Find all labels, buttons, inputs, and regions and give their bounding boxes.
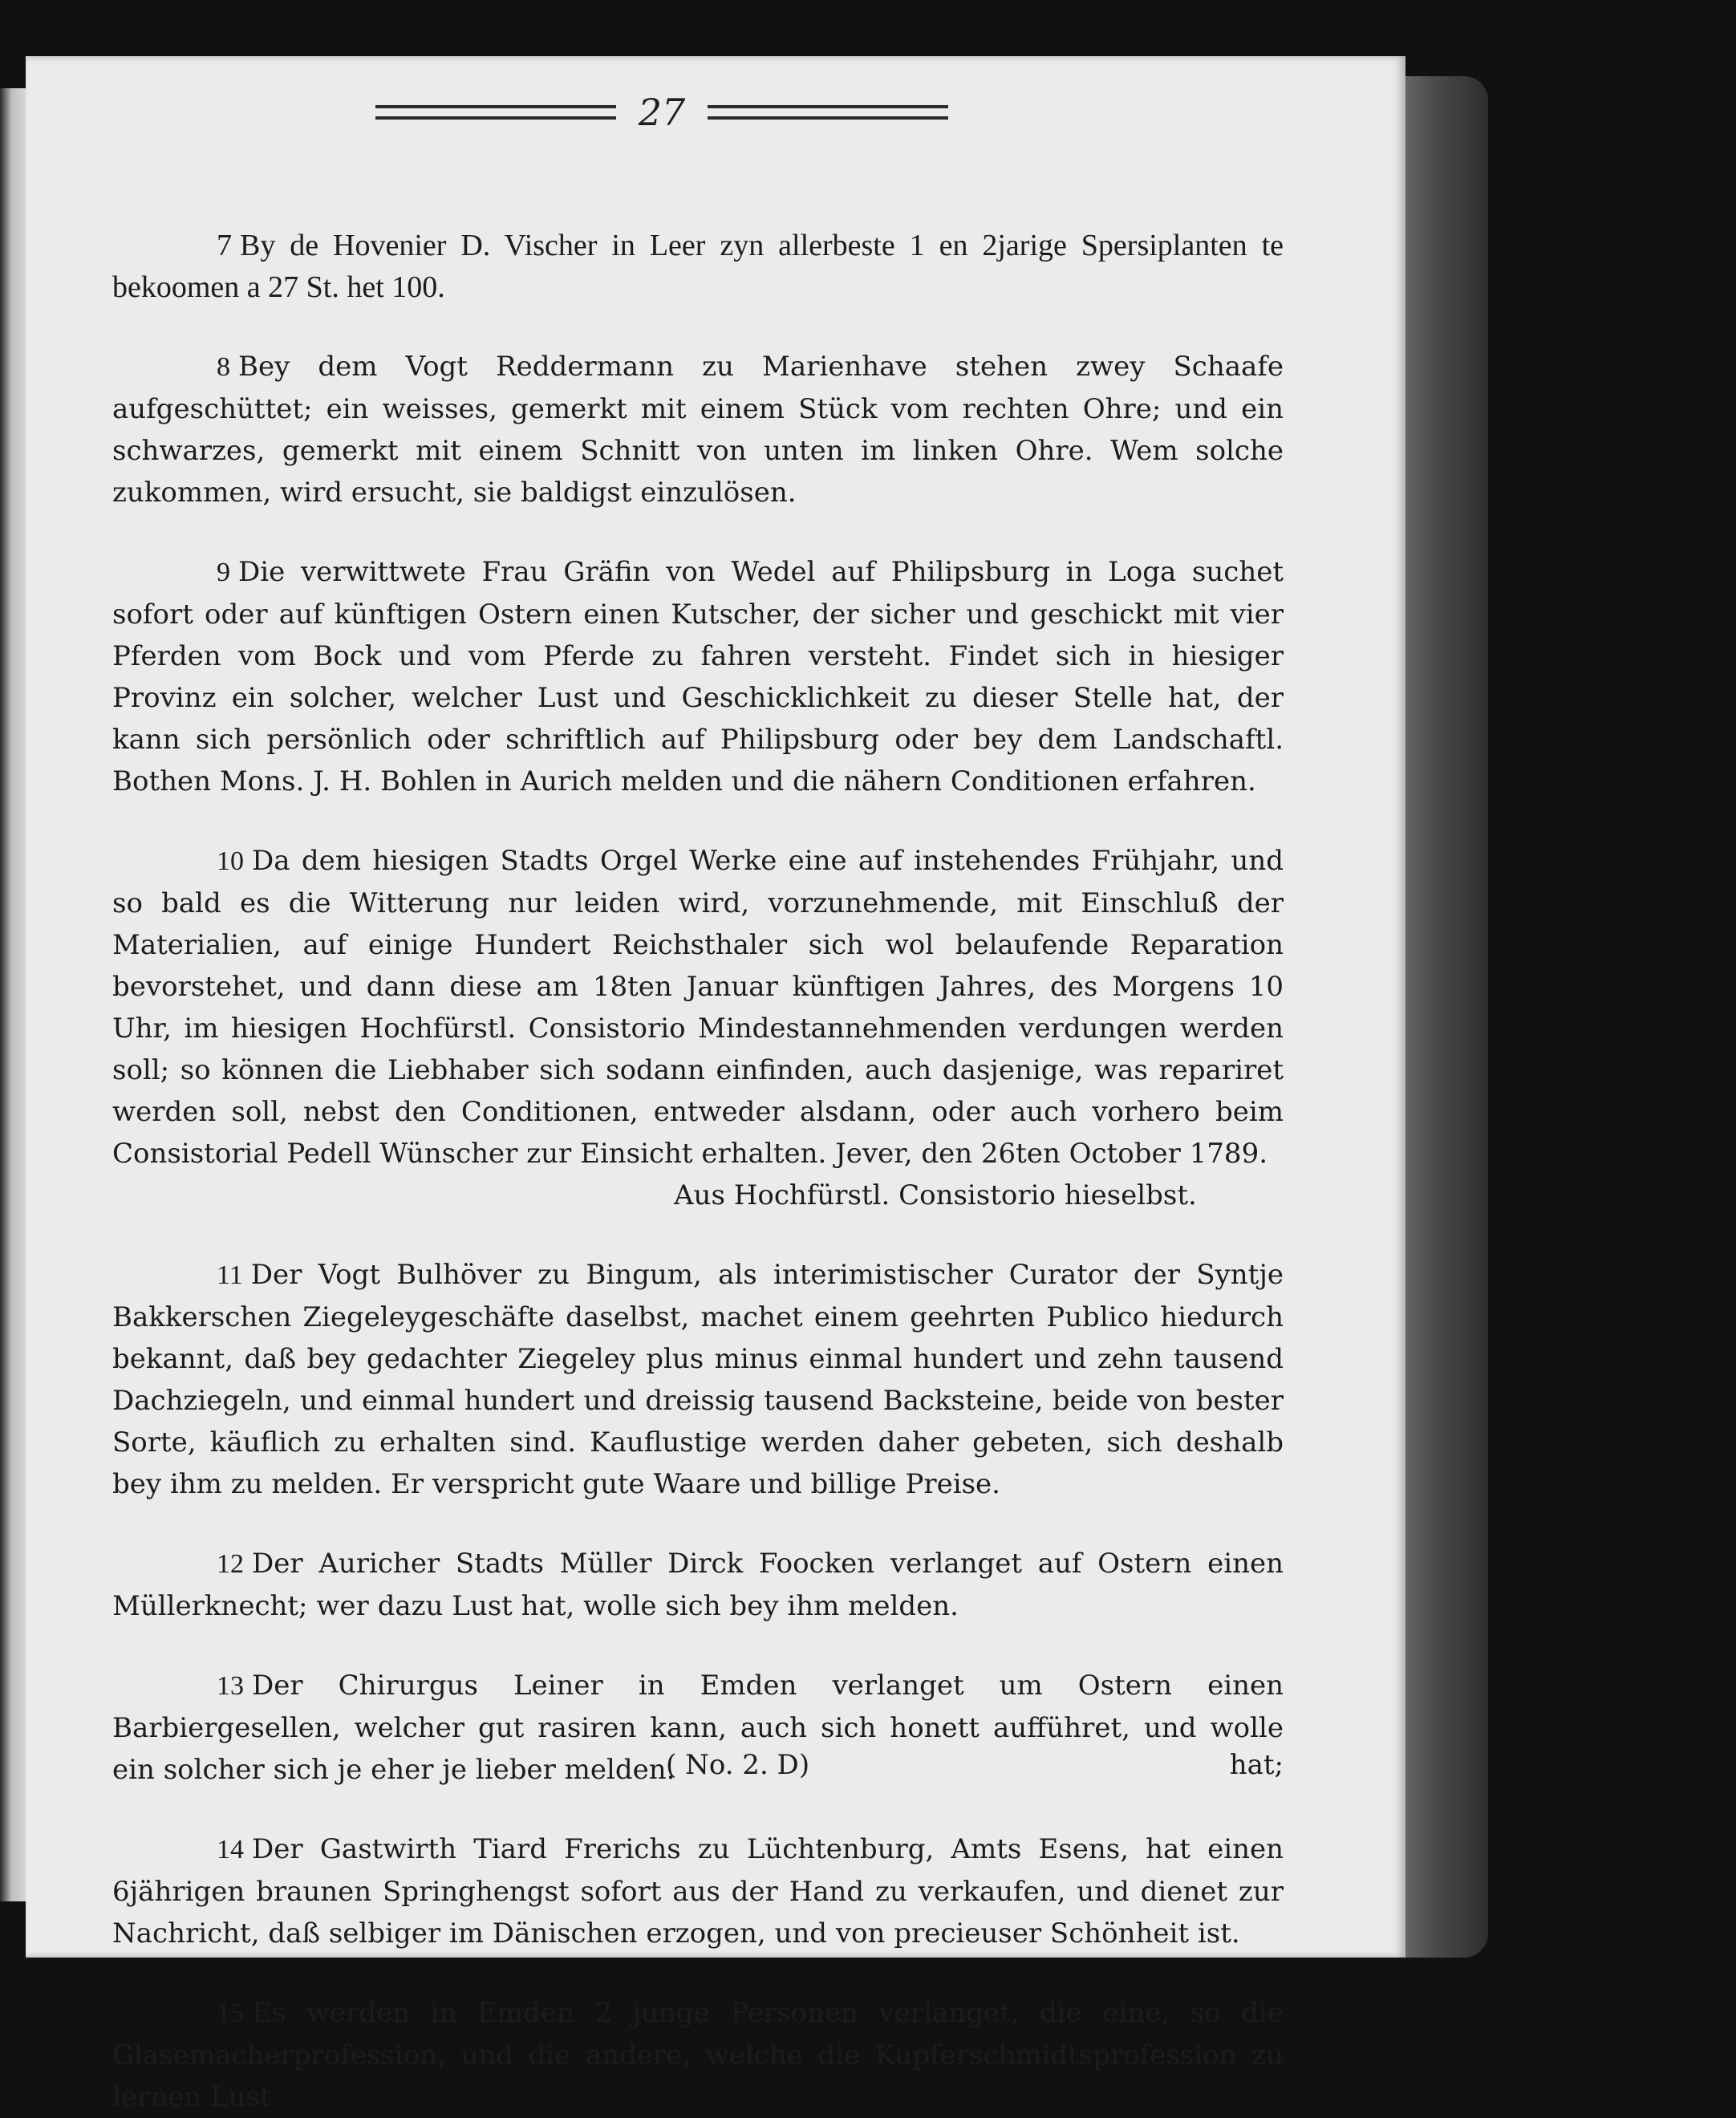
notices-body [112, 225, 1284, 2118]
notice-number: 14 [217, 1835, 244, 1864]
notice-text: Der Gastwirth Tiard Frerichs zu Lüchtenburg, Amts Esens, hat einen 6jährigen braunen Springhengst sofort aus der Hand zu verkaufen, und dienet zur Nachricht, daß selbiger im Dänischen erzogen, und von precieuser Schönheit ist. [112, 1833, 1284, 1950]
notice-text: Die verwittwete Frau Gräfin von Wedel auf Philipsburg in Loga suchet sofort oder auf künftigen Ostern einen Kutscher, der sicher und geschickt mit vier Pferden vom Bock und vom Pferde zu fahren versteht. Findet sich in hiesiger Provinz ein solcher, welcher Lust und Geschicklichkeit zu dieser Stelle hat, der kann sich persönlich oder schriftlich auf Philipsburg oder bey dem Landschaftl. Bothen Mons. J. H. Bohlen in Aurich melden und die nähern Conditionen erfahren. [112, 556, 1284, 797]
notice-14 [112, 1828, 1284, 1954]
notice-number: 12 [217, 1549, 244, 1579]
notice-text: By de Hovenier D. Vischer in Leer zyn allerbeste 1 en 2jarige Spersiplanten te bekoomen a 27 St. het 100. [112, 229, 1284, 304]
notice-text: Bey dem Vogt Reddermann zu Marienhave stehen zwey Schaafe aufgeschüttet; ein weisses, gemerkt mit einem Stück vom rechten Ohre; und ein schwarzes, gemerkt mit einem Schnitt von unten im linken Ohre. Wem solche zukommen, wird ersucht, sie baldigst einzulösen. [112, 351, 1284, 509]
header-rule-left [375, 105, 616, 120]
notice-9 [112, 551, 1284, 802]
notice-text: Der Vogt Bulhöver zu Bingum, als interimistischer Curator der Syntje Bakkerschen Ziegeleygeschäfte daselbst, machet einem geehrten Publico hiedurch bekannt, daß bey gedachter Ziegeley plus minus einmal hundert und zehn tausend Dachziegeln, und einmal hundert und dreissig tausend Backsteine, beide von bester Sorte, käuflich zu erhalten sind. Kauflustige werden daher gebeten, sich deshalb bey ihm zu melden. Er verspricht gute Waare und billige Preise. [112, 1259, 1284, 1500]
catchword: hat; [1229, 1749, 1284, 1781]
notice-text: Da dem hiesigen Stadts Orgel Werke eine auf instehendes Frühjahr, und so bald es die Witterung nur leiden wird, vorzunehmende, mit Einschluß der Materialien, auf einige Hundert Reichsthaler sich wol belaufende Reparation bevorstehet, und dann diese am 18ten Januar künftigen Jahres, des Morgens 10 Uhr, im hiesigen Hochfürstl. Consistorio Mindestannehmenden verdungen werden soll; so können die Liebhaber sich sodann einfinden, auch dasjenige, was repariret werden soll, nebst den Conditionen, entweder alsdann, oder auch vorhero beim Consistorial Pedell Wünscher zur Einsicht erhalten. Jever, den 26ten October 1789. [112, 845, 1284, 1170]
facing-page-edge [0, 88, 26, 1901]
notice-number: 8 [217, 352, 230, 382]
notice-number: 11 [217, 1260, 243, 1290]
notice-number: 13 [217, 1671, 244, 1701]
page-number: 27 [638, 91, 686, 134]
notice-7 [112, 225, 1284, 308]
notice-text: Der Chirurgus Leiner in Emden verlanget um Ostern einen Barbiergesellen, welcher gut rasiren kann, auch sich honett aufführet, und wolle ein solcher sich je eher je lieber melden. [112, 1670, 1284, 1786]
header-rule-right [708, 105, 948, 120]
notice-15 [112, 1992, 1284, 2118]
notice-text: Es werden in Emden 2 junge Personen verlanget, die eine, so die Glasemacherprofession, und die andere, welche die Kupferschmidtsprofession zu lernen Lust [112, 1997, 1284, 2113]
notice-number: 9 [217, 558, 230, 587]
notice-number: 7 [217, 229, 232, 262]
notice-11 [112, 1254, 1284, 1505]
page-footer [112, 1749, 1284, 1797]
signature-mark: ( No. 2. D) [666, 1749, 810, 1781]
page-header [345, 88, 979, 136]
notice-signature: Aus Hochfürstl. Consistorio hieselbst. [674, 1179, 1197, 1211]
notice-8 [112, 346, 1284, 513]
notice-12 [112, 1543, 1284, 1627]
notice-text: Der Auricher Stadts Müller Dirck Foocken verlanget auf Ostern einen Müllerknecht; wer dazu Lust hat, wolle sich bey ihm melden. [112, 1548, 1284, 1622]
book-fore-edge [1400, 76, 1488, 1958]
notice-number: 15 [217, 1998, 244, 2028]
notice-10 [112, 840, 1284, 1216]
notice-number: 10 [217, 846, 244, 876]
